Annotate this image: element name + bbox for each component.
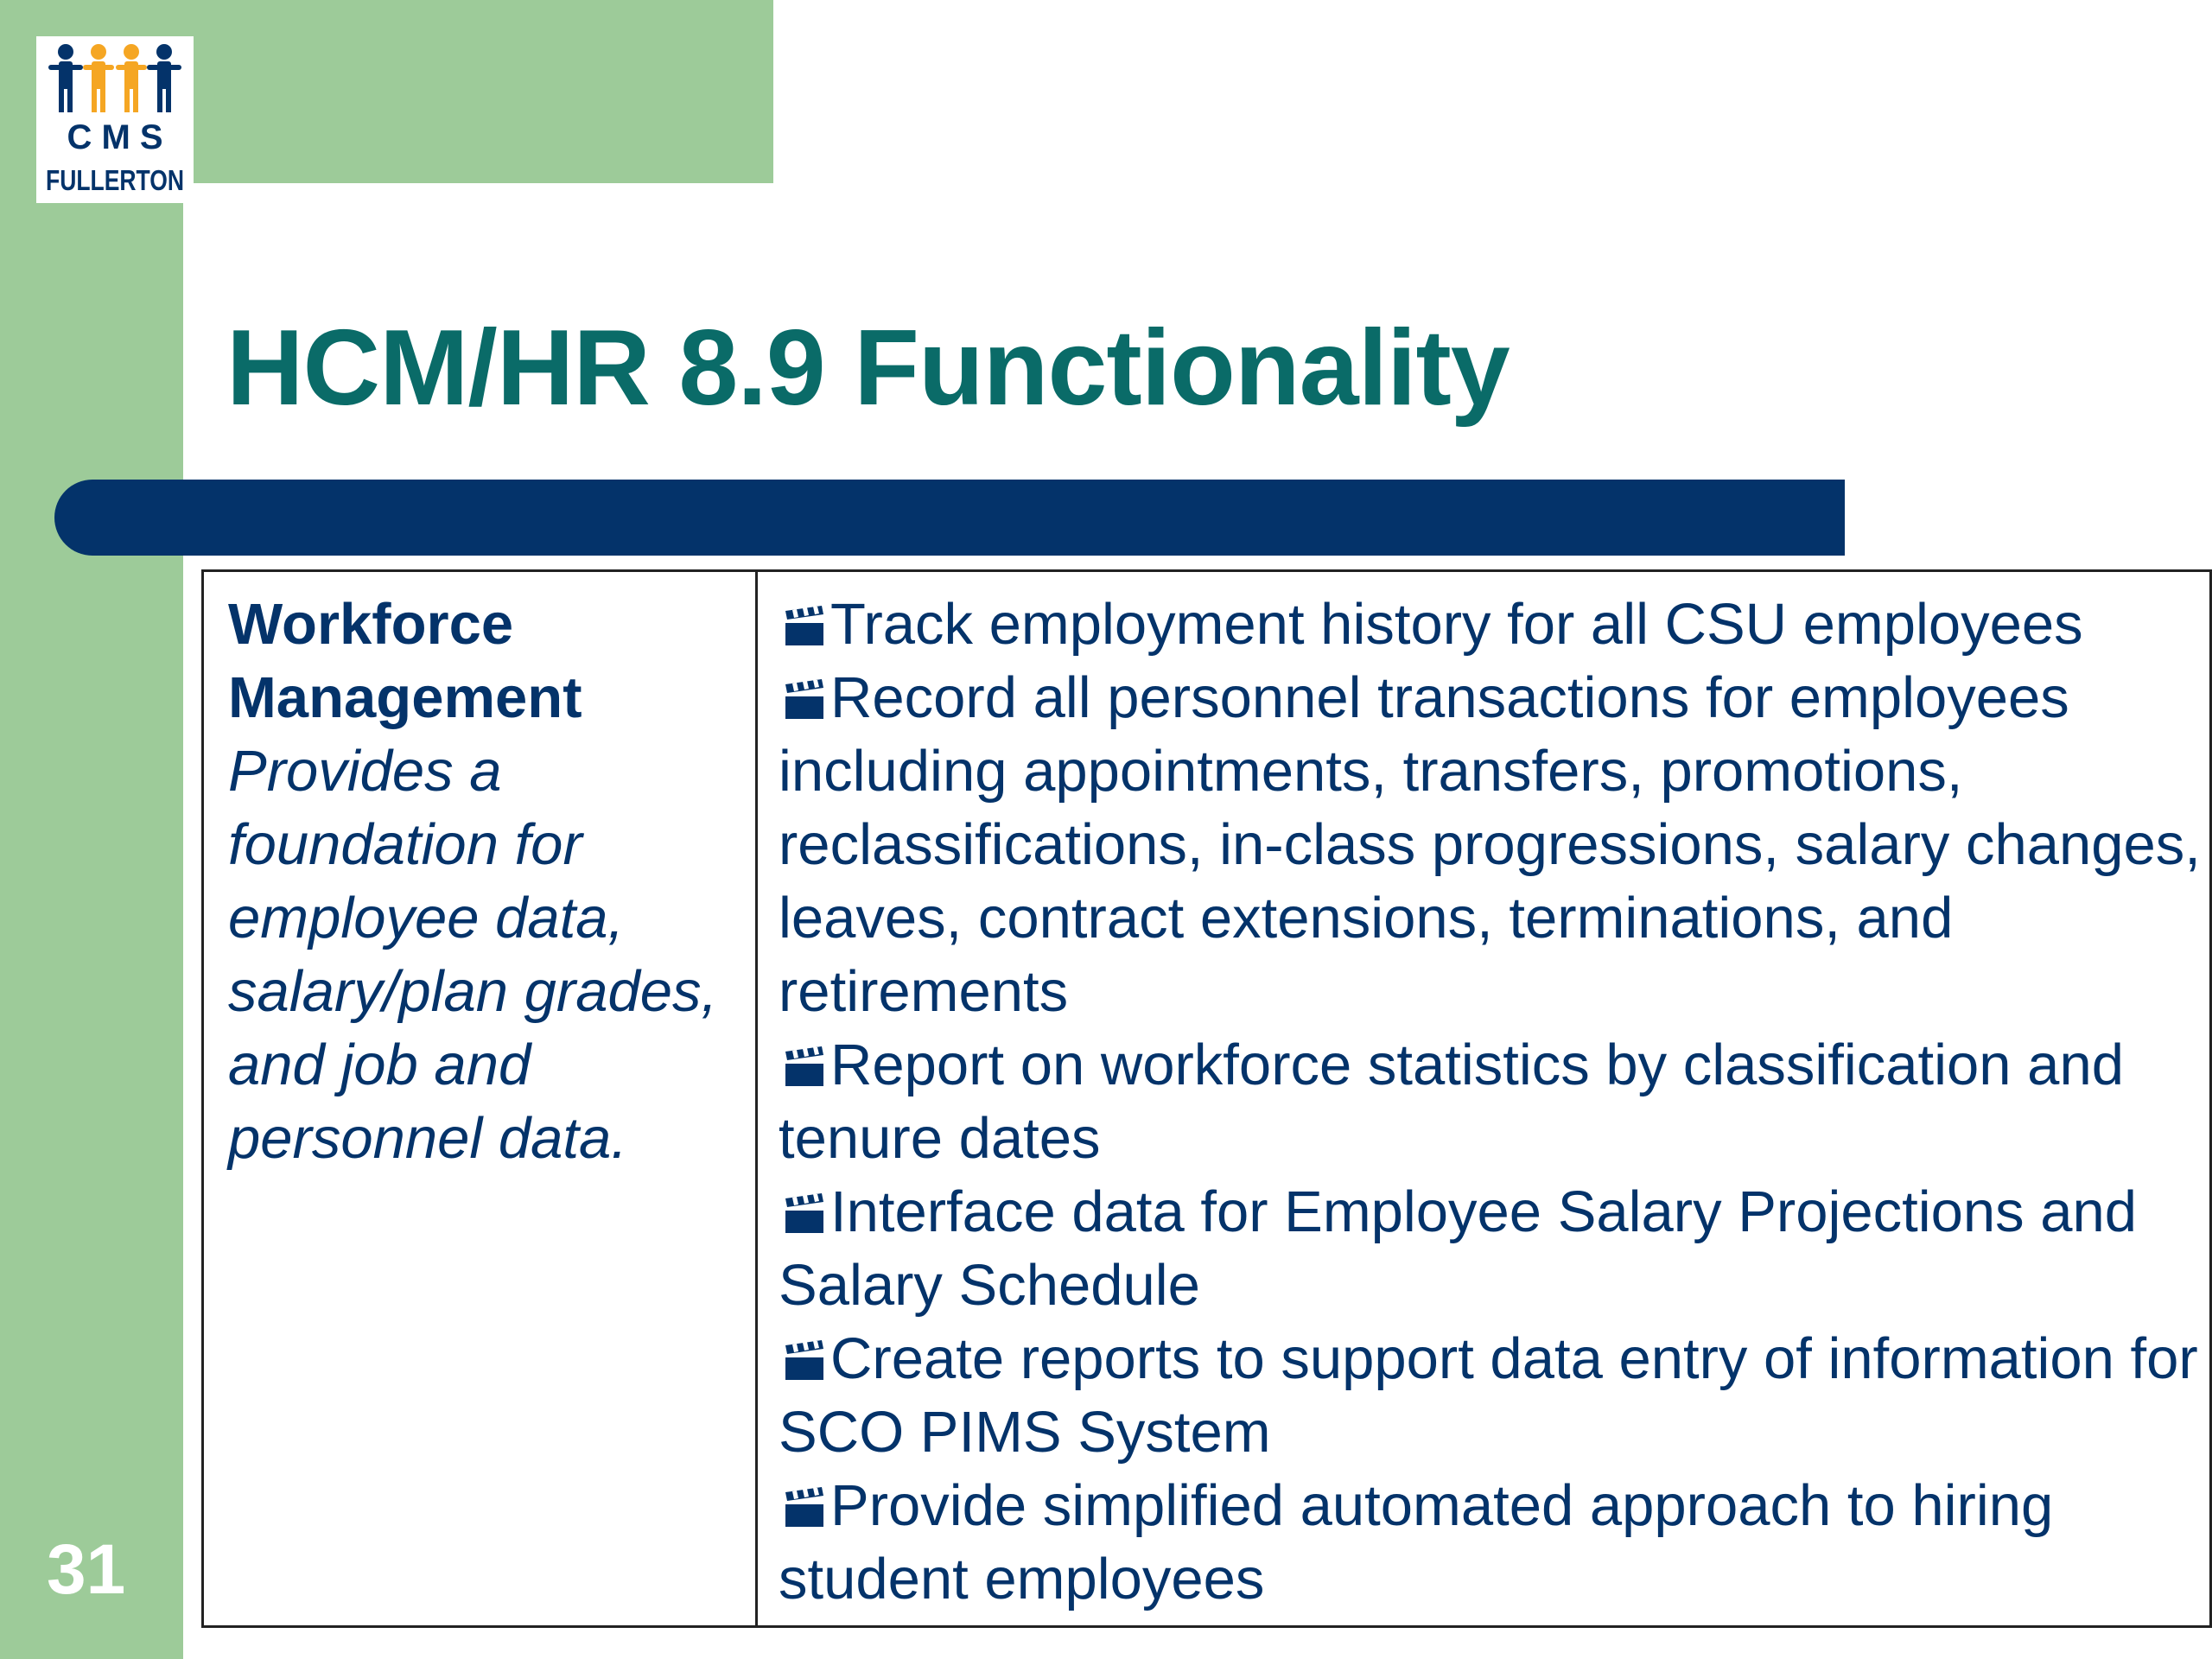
module-heading-line2: Management xyxy=(228,665,582,730)
clapperboard-icon xyxy=(782,1338,827,1383)
clapperboard-icon xyxy=(782,1045,827,1090)
module-heading-line1: Workforce xyxy=(228,592,514,657)
clapperboard-icon xyxy=(782,1485,827,1530)
slide-title: HCM/HR 8.9 Functionality xyxy=(226,308,1510,428)
feature-item xyxy=(779,1469,2209,1616)
cms-fullerton-logo xyxy=(36,36,194,203)
module-description: Provides a foundation for employee data, salary/plan grades, and job and personnel data. xyxy=(228,739,718,1171)
features-cell xyxy=(758,572,2209,1625)
logo-cms-text: C M S xyxy=(67,118,163,156)
feature-text: Provide simplified automated approach to hiring student employees xyxy=(779,1473,2054,1611)
logo-fullerton-text: FULLERTON xyxy=(46,164,184,196)
feature-item xyxy=(779,1028,2209,1175)
feature-text: Record all personnel transactions for employees including appointments, transfers, promotions, reclassifications, in-class progressions, salary changes, leaves, contract extensions, terminations, and retirements xyxy=(779,665,2201,1024)
clapperboard-icon xyxy=(782,1192,827,1236)
functionality-table xyxy=(201,569,2212,1628)
title-underline-bar xyxy=(54,480,1845,556)
feature-item xyxy=(779,588,2209,661)
feature-item xyxy=(779,1175,2209,1322)
feature-text: Track employment history for all CSU employees xyxy=(830,592,2083,657)
feature-text: Interface data for Employee Salary Projections and Salary Schedule xyxy=(779,1179,2138,1318)
module-cell xyxy=(204,572,758,1625)
people-logo-icon xyxy=(48,44,181,112)
clapperboard-icon xyxy=(782,604,827,649)
feature-text: Create reports to support data entry of information for SCO PIMS System xyxy=(779,1326,2198,1465)
left-green-band xyxy=(0,0,183,1659)
feature-item xyxy=(779,1322,2209,1469)
slide-number: 31 xyxy=(47,1530,126,1609)
clapperboard-icon xyxy=(782,677,827,722)
feature-item xyxy=(779,661,2209,1028)
feature-text: Report on workforce statistics by classification and tenure dates xyxy=(779,1033,2124,1171)
